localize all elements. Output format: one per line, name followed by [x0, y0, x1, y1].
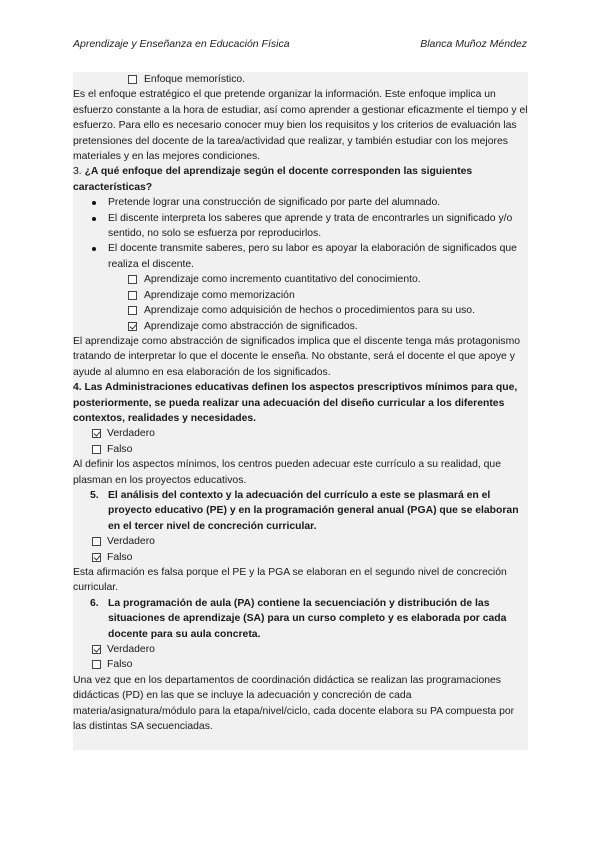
checkbox-unchecked-icon	[128, 291, 137, 300]
checkbox-unchecked-icon	[92, 660, 101, 669]
question-4: 4. Las Administraciones educativas definen los aspectos prescriptivos mínimos para que, posteriormente, se pueda realizar una adecuación del diseño curricular a los diferentes contextos, realidades y necesidades.	[73, 382, 518, 424]
question-3	[73, 164, 528, 195]
checkbox-unchecked-icon	[128, 306, 137, 315]
q5-option-falso: Falso	[73, 550, 528, 565]
checkbox-unchecked-icon	[92, 445, 101, 454]
checkbox-checked-icon	[92, 429, 101, 438]
q3-bullet: El discente interpreta los saberes que aprende y trata de encontrarles un significado y/o sentido, no solo se esfuerza por reproducirlos.	[73, 211, 528, 242]
checkbox-unchecked-icon	[92, 537, 101, 546]
header-course-title: Aprendizaje y Enseñanza en Educación Física	[73, 38, 290, 50]
checkbox-checked-icon	[92, 645, 101, 654]
question-5	[73, 488, 528, 534]
q6-option-falso: Falso	[73, 657, 528, 672]
q3-option: Aprendizaje como adquisición de hechos o procedimientos para su uso.	[73, 303, 528, 318]
q5-number: 5.	[90, 489, 99, 501]
q3-number: 3.	[73, 166, 85, 178]
header-author: Blanca Muñoz Méndez	[420, 38, 527, 50]
q5-option-verdadero: Verdadero	[73, 534, 528, 549]
paragraph-estrategico: Es el enfoque estratégico el que pretende organizar la información. Este enfoque implica un esfuerzo constante a la hora de estudiar, así como aprender a gestionar eficazmente el tiempo y el esfuerzo. Para ello es necesario conocer muy bien los requisitos y los criterios de evaluación las pretensiones del docente de la tarea/actividad que realizar, y también estudiar con los mejores materiales y en las mejores condiciones.	[73, 89, 528, 163]
content-block	[73, 72, 528, 750]
checkbox-unchecked-icon	[128, 275, 137, 284]
q3-text: ¿A qué enfoque del aprendizaje según el docente corresponden las siguientes características?	[73, 166, 473, 193]
q3-option: Aprendizaje como memorización	[73, 288, 528, 303]
option-memoristico: Enfoque memorístico.	[73, 72, 528, 87]
question-6	[73, 596, 528, 642]
q6-option-verdadero: Verdadero	[73, 642, 528, 657]
checkbox-unchecked-icon	[128, 75, 137, 84]
checkbox-checked-icon	[128, 322, 137, 331]
q3-bullet: Pretende lograr una construcción de significado por parte del alumnado.	[73, 195, 528, 210]
q6-answer: Una vez que en los departamentos de coordinación didáctica se realizan las programaciones didácticas (PD) en las que se incluye la adecuación y concreción de cada materia/asignatura/módulo para la etapa/nivel/ciclo, cada docente elabora su PA compuesta por las distintas SA secuenciadas.	[73, 674, 515, 733]
q6-number: 6.	[90, 597, 99, 609]
q3-option-selected: Aprendizaje como abstracción de significados.	[73, 319, 528, 334]
q5-text: El análisis del contexto y la adecuación del currículo a este se plasmará en el proyecto educativo (PE) y en la programación general anual (PGA) que se elaboran en el tercer nivel de concreción curricular.	[108, 489, 519, 532]
q4-option-verdadero: Verdadero	[73, 426, 528, 441]
q4-answer: Al definir los aspectos mínimos, los centros pueden adecuar este currículo a su realidad, que plasman en los proyectos educativos.	[73, 459, 501, 486]
q3-bullet: El docente transmite saberes, pero su labor es apoyar la elaboración de significados que realiza el discente.	[73, 241, 528, 272]
q4-option-falso: Falso	[73, 442, 528, 457]
q6-text: La programación de aula (PA) contiene la secuenciación y distribución de las situaciones de aprendizaje (SA) para un curso completo y es elaborada por cada docente para su aula concreta.	[108, 597, 507, 640]
q5-answer: Esta afirmación es falsa porque el PE y la PGA se elaboran en el segundo nivel de concreción curricular.	[73, 567, 507, 594]
checkbox-checked-icon	[92, 553, 101, 562]
q3-answer: El aprendizaje como abstracción de significados implica que el discente tenga más protagonismo tratando de interpretar lo que el docente le enseña. No obstante, será el docente el que apoye y ayude al alumno en esa elaboración de los significados.	[73, 335, 521, 378]
q3-option: Aprendizaje como incremento cuantitativo del conocimiento.	[73, 272, 528, 287]
